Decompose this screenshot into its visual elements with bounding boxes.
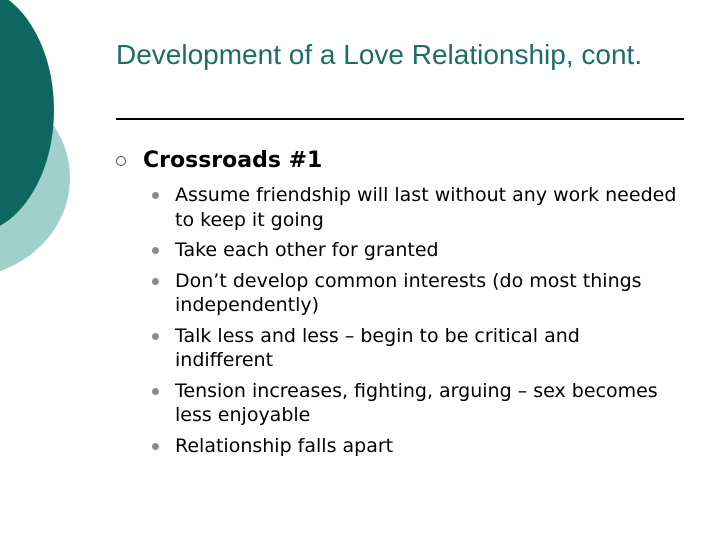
- list-item-text: Talk less and less – begin to be critical and indifferent: [175, 324, 580, 371]
- title-divider: [116, 118, 684, 120]
- filled-dot-bullet-icon: [152, 192, 159, 199]
- filled-dot-bullet-icon: [152, 333, 159, 340]
- list-item-text: Tension increases, fighting, arguing – sex becomes less enjoyable: [175, 379, 658, 426]
- list-item: [152, 183, 682, 232]
- filled-dot-bullet-icon: [152, 247, 159, 254]
- slide-title: Development of a Love Relationship, cont.: [116, 39, 643, 70]
- filled-dot-bullet-icon: [152, 278, 159, 285]
- list-item-text: Don’t develop common interests (do most things independently): [175, 269, 642, 316]
- sub-bullet-list: [152, 183, 682, 464]
- list-item: [152, 434, 682, 459]
- list-item: [152, 379, 682, 428]
- list-item: [152, 238, 682, 263]
- list-item-text: Take each other for granted: [175, 239, 439, 261]
- hollow-circle-bullet-icon: [116, 156, 126, 166]
- list-item: [152, 269, 682, 318]
- list-item-text: Relationship falls apart: [175, 434, 394, 457]
- list-item: [152, 324, 682, 373]
- filled-dot-bullet-icon: [152, 388, 159, 395]
- filled-dot-bullet-icon: [152, 443, 159, 450]
- decorative-circles-graphic: [0, 0, 110, 300]
- list-item-text: Assume friendship will last without any work needed to keep it going: [175, 184, 677, 231]
- section-heading: Crossroads #1: [143, 148, 323, 173]
